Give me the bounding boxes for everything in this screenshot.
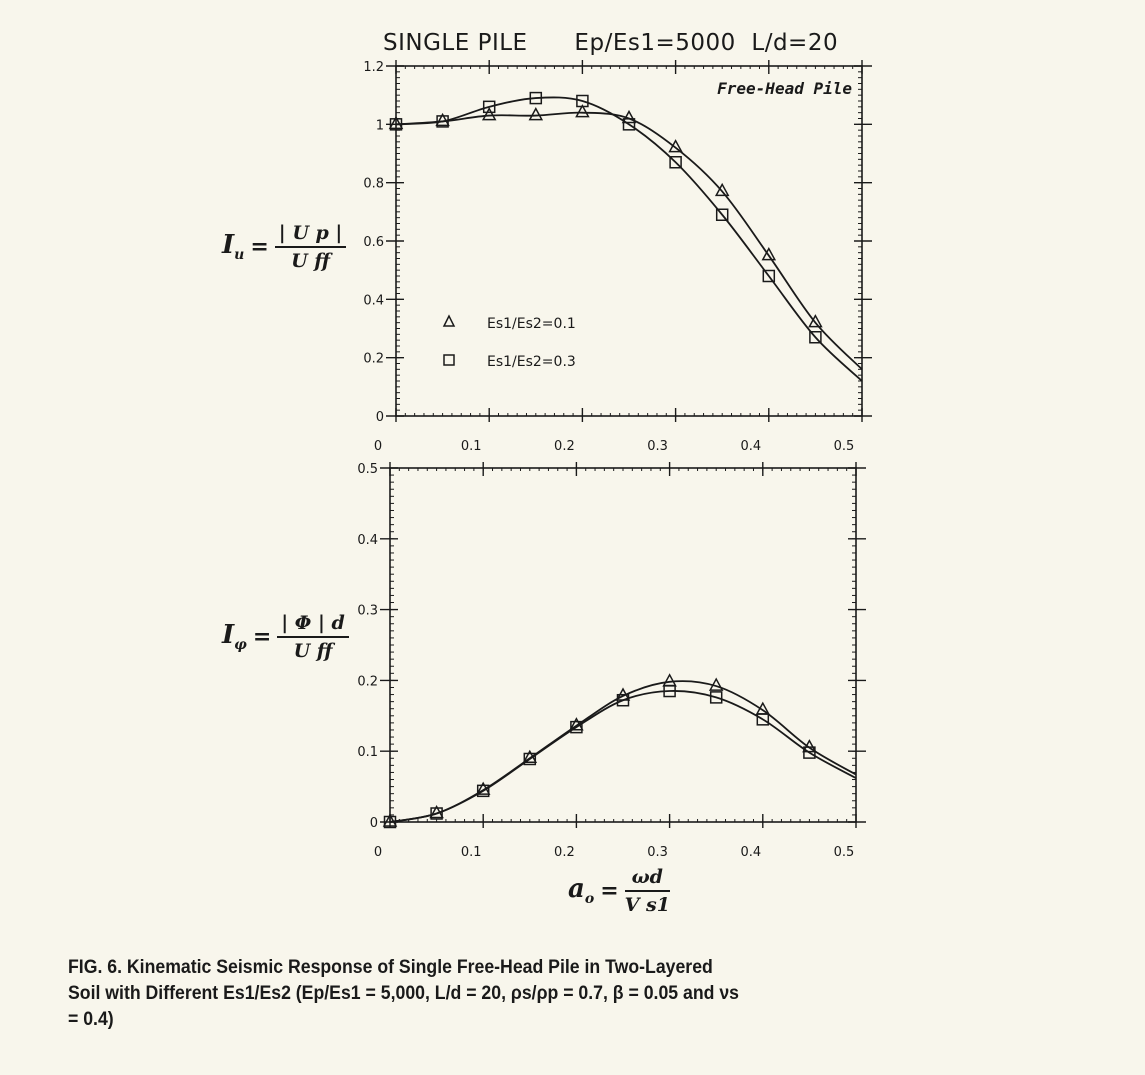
- x-tick-label: 0.4: [740, 845, 762, 860]
- x-tick-label: 0: [373, 845, 383, 860]
- triangle-icon: [444, 316, 454, 326]
- x-tick-label: 0.4: [740, 439, 762, 454]
- legend-label: Es1/Es2=0.1: [487, 316, 576, 332]
- x-tick-label: 0.2: [554, 845, 575, 860]
- y-tick-label: 0.8: [363, 176, 384, 192]
- y-tick-label: 0.5: [357, 462, 378, 477]
- x-tick-label: 0.1: [460, 439, 482, 454]
- y-tick-label: 0.6: [363, 235, 384, 250]
- top-y-axis-label: $I_u$ = $\frac{\text{| U p |}}{\text{U ff}}$: [222, 222, 346, 272]
- triangle-marker-icon: [576, 106, 588, 117]
- y-tick-label: 0.2: [363, 351, 384, 367]
- series-line: [390, 681, 856, 822]
- x-tick-label: 0.3: [647, 439, 668, 454]
- bottom-plot: [357, 462, 866, 860]
- y-tick-label: 1.2: [363, 60, 384, 75]
- triangle-marker-icon: [483, 109, 495, 120]
- chart-title: SINGLE PILE Ep/Es1=5000 L/d=20: [383, 30, 839, 56]
- caption-line-3: = 0.4): [68, 1009, 114, 1030]
- y-tick-label: 0.4: [357, 532, 378, 548]
- y-tick-label: 1: [375, 118, 384, 134]
- series-line: [396, 97, 862, 381]
- x-axis-label: $a_o$ = $\frac{\omega d}{\text{V s1}}$: [568, 866, 670, 916]
- x-tick-label: 0.5: [833, 439, 855, 454]
- free-head-pile-annotation: Free-Head Pile: [717, 79, 852, 98]
- bottom-y-axis-label: $I_\varphi$ = $\frac{| \Phi | d}{\text{U ff}}$: [222, 612, 349, 662]
- x-tick-label: 0: [373, 439, 383, 454]
- y-tick-label: 0.3: [357, 603, 378, 619]
- series-line: [396, 113, 862, 370]
- top-plot: [363, 60, 872, 454]
- caption-line-1: FIG. 6. Kinematic Seismic Response of Single Free-Head Pile in Two-Layered: [68, 957, 713, 978]
- caption-line-2: Soil with Different Es1/Es2 (Ep/Es1 = 5,000, L/d = 20, ρs/ρp = 0.7, β = 0.05 and νs: [68, 983, 740, 1004]
- plot-frame: [390, 468, 856, 822]
- square-icon: [444, 355, 454, 365]
- y-tick-label: 0.1: [357, 745, 378, 761]
- triangle-marker-icon: [530, 109, 542, 120]
- x-tick-label: 0.1: [460, 845, 482, 860]
- y-tick-label: 0.2: [357, 674, 378, 690]
- x-tick-label: 0.3: [647, 845, 668, 860]
- legend-label: Es1/Es2=0.3: [487, 354, 576, 370]
- x-tick-label: 0.2: [554, 439, 575, 454]
- y-tick-label: 0.4: [363, 293, 384, 309]
- y-tick-label: 0: [369, 816, 378, 831]
- legend: [444, 316, 576, 370]
- x-tick-label: 0.5: [833, 845, 855, 860]
- triangle-marker-icon: [664, 675, 676, 686]
- figure-caption: [68, 955, 942, 1033]
- y-tick-label: 0: [375, 410, 384, 425]
